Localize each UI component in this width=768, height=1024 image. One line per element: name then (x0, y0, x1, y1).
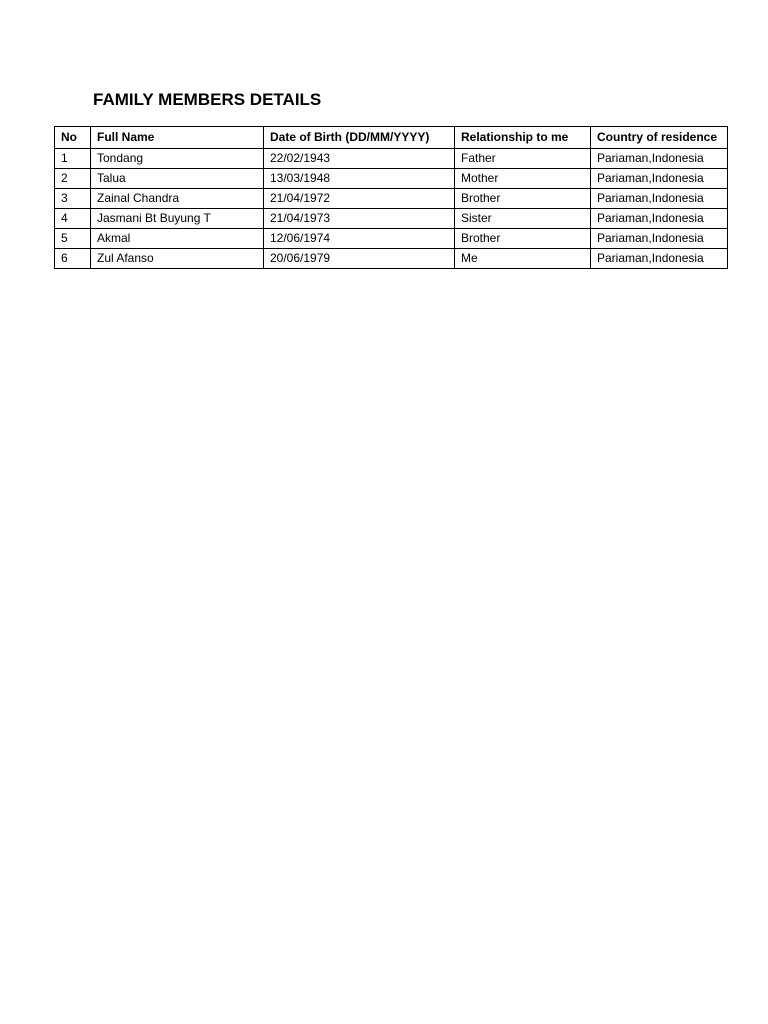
cell-date-of-birth: 12/06/1974 (264, 229, 455, 249)
cell-date-of-birth: 22/02/1943 (264, 149, 455, 169)
column-header-relationship: Relationship to me (455, 127, 591, 149)
cell-full-name: Zainal Chandra (91, 189, 264, 209)
cell-full-name: Akmal (91, 229, 264, 249)
cell-relationship: Father (455, 149, 591, 169)
cell-country: Pariaman,Indonesia (591, 189, 728, 209)
cell-country: Pariaman,Indonesia (591, 209, 728, 229)
cell-relationship: Sister (455, 209, 591, 229)
cell-country: Pariaman,Indonesia (591, 149, 728, 169)
column-header-country: Country of residence (591, 127, 728, 149)
column-header-full-name: Full Name (91, 127, 264, 149)
cell-relationship: Brother (455, 189, 591, 209)
document-title: FAMILY MEMBERS DETAILS (93, 90, 322, 109)
family-members-table (54, 126, 728, 269)
cell-date-of-birth: 21/04/1973 (264, 209, 455, 229)
column-header-date-of-birth: Date of Birth (DD/MM/YYYY) (264, 127, 455, 149)
cell-no: 2 (55, 169, 91, 189)
cell-country: Pariaman,Indonesia (591, 249, 728, 269)
cell-date-of-birth: 20/06/1979 (264, 249, 455, 269)
table-row (55, 169, 728, 189)
cell-no: 6 (55, 249, 91, 269)
cell-no: 1 (55, 149, 91, 169)
table-header-row (55, 127, 728, 149)
table-row (55, 209, 728, 229)
table-row (55, 249, 728, 269)
cell-full-name: Tondang (91, 149, 264, 169)
cell-no: 3 (55, 189, 91, 209)
cell-no: 4 (55, 209, 91, 229)
cell-full-name: Zul Afanso (91, 249, 264, 269)
cell-country: Pariaman,Indonesia (591, 169, 728, 189)
cell-date-of-birth: 21/04/1972 (264, 189, 455, 209)
cell-relationship: Brother (455, 229, 591, 249)
table-row (55, 149, 728, 169)
table-row (55, 189, 728, 209)
cell-date-of-birth: 13/03/1948 (264, 169, 455, 189)
cell-full-name: Talua (91, 169, 264, 189)
column-header-no: No (55, 127, 91, 149)
cell-full-name: Jasmani Bt Buyung T (91, 209, 264, 229)
cell-country: Pariaman,Indonesia (591, 229, 728, 249)
cell-no: 5 (55, 229, 91, 249)
cell-relationship: Mother (455, 169, 591, 189)
table-row (55, 229, 728, 249)
cell-relationship: Me (455, 249, 591, 269)
